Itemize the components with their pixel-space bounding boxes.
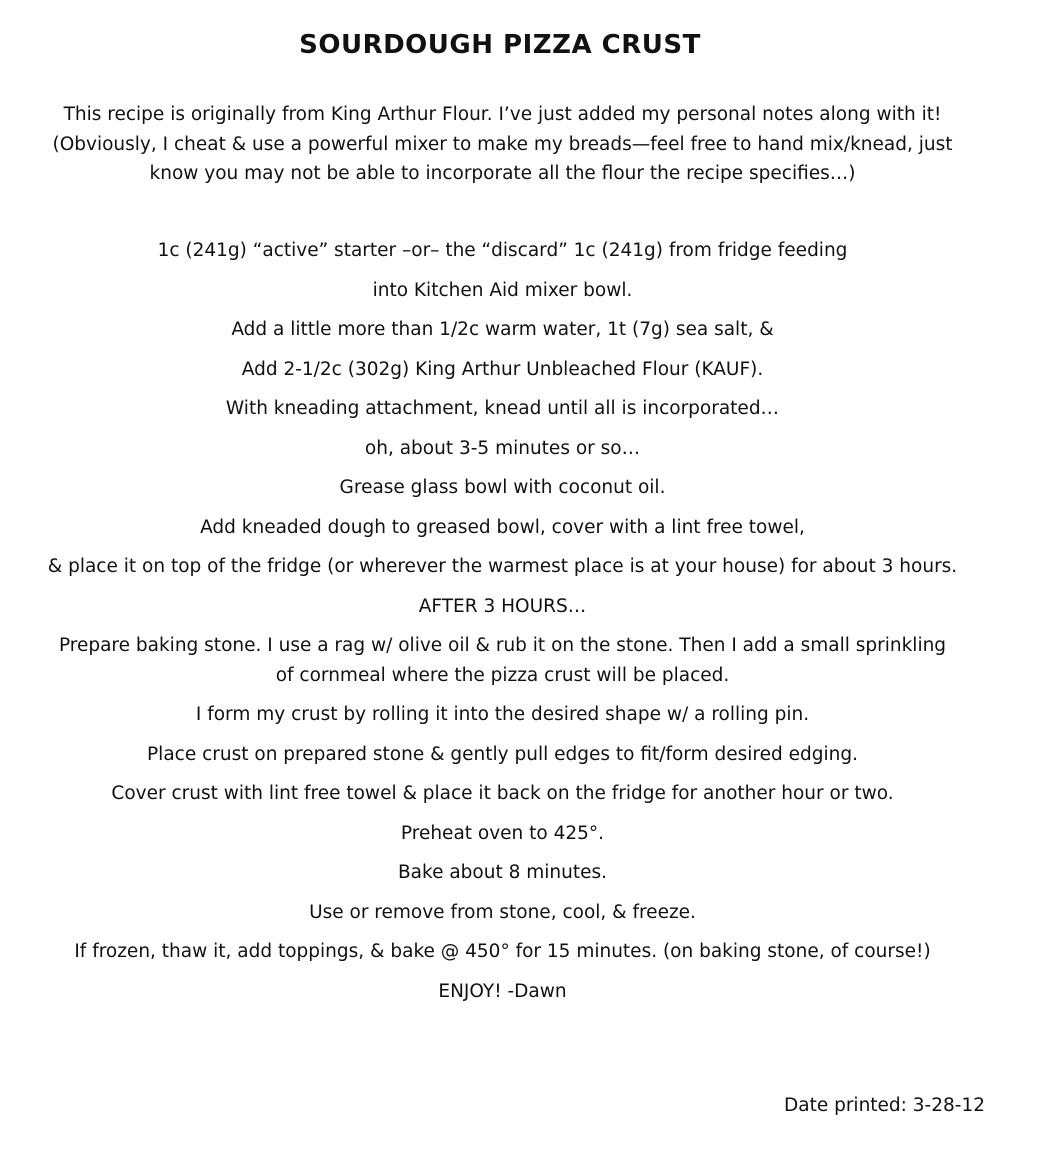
recipe-step: [10, 473, 995, 503]
recipe-step: [10, 276, 995, 306]
step-text: oh, about 3-5 minutes or so…: [364, 437, 641, 459]
intro-paragraph: [10, 100, 995, 189]
step-text: Add 2-1/2c (302g) King Arthur Unbleached Flour (KAUF).: [241, 358, 764, 380]
step-text: If frozen, thaw it, add toppings, & bake @ 450° for 15 minutes. (on baking stone, of course!): [74, 941, 931, 962]
step-text: Use or remove from stone, cool, & freeze.: [309, 901, 696, 923]
recipe-step: [10, 779, 995, 809]
intro-line: This recipe is originally from King Arthur Flour. I’ve just added my personal notes along with it!: [63, 104, 942, 125]
recipe-step: [10, 977, 995, 1007]
step-text: Bake about 8 minutes.: [397, 862, 608, 883]
step-text: & place it on top of the fridge (or wherever the warmest place is at your house) for about 3 hours.: [47, 556, 958, 577]
recipe-step: [10, 858, 995, 888]
recipe-step: [10, 355, 995, 385]
signoff-text: ENJOY! -Dawn: [438, 980, 567, 1002]
step-text: With kneading attachment, knead until all is incorporated…: [225, 398, 780, 419]
recipe-step: [10, 434, 995, 464]
recipe-step: [10, 513, 995, 543]
recipe-step: [10, 236, 995, 266]
step-text: Cover crust with lint free towel & place it back on the fridge for another hour or two.: [111, 783, 894, 804]
recipe-step: [10, 394, 995, 424]
step-text: Prepare baking stone. I use a rag w/ olive oil & rub it on the stone. Then I add a small sprinkling: [58, 635, 947, 656]
step-text: into Kitchen Aid mixer bowl.: [372, 279, 633, 301]
step-text: Place crust on prepared stone & gently pull edges to fit/form desired edging.: [147, 743, 858, 765]
recipe-step: [10, 898, 995, 928]
recipe-step: [10, 592, 995, 622]
step-text: Grease glass bowl with coconut oil.: [339, 477, 666, 498]
recipe-step: [10, 937, 995, 967]
step-text: Add a little more than 1/2c warm water, 1t (7g) sea salt, &: [231, 319, 774, 340]
recipe-step: [10, 700, 995, 730]
recipe-step: [10, 315, 995, 345]
step-text: AFTER 3 HOURS…: [418, 595, 587, 617]
page-title: SOURDOUGH PIZZA CRUST: [299, 30, 701, 60]
step-text: 1c (241g) “active” starter –or– the “discard” 1c (241g) from fridge feeding: [157, 240, 848, 261]
step-text: Preheat oven to 425°.: [400, 822, 605, 844]
intro-line: (Obviously, I cheat & use a powerful mixer to make my breads—feel free to hand mix/knead, just: [52, 133, 953, 155]
recipe-steps: [10, 236, 995, 1016]
recipe-step: [10, 552, 995, 582]
recipe-step: [10, 819, 995, 849]
step-text: of cornmeal where the pizza crust will be placed.: [275, 664, 730, 686]
intro-line: know you may not be able to incorporate all the flour the recipe specifies…): [149, 163, 856, 184]
step-text: I form my crust by rolling it into the desired shape w/ a rolling pin.: [195, 704, 810, 725]
step-text: Add kneaded dough to greased bowl, cover with a lint free towel,: [200, 516, 805, 538]
recipe-step: [10, 740, 995, 770]
recipe-step: [10, 631, 995, 690]
date-printed: Date printed: 3-28-12: [783, 1095, 985, 1116]
